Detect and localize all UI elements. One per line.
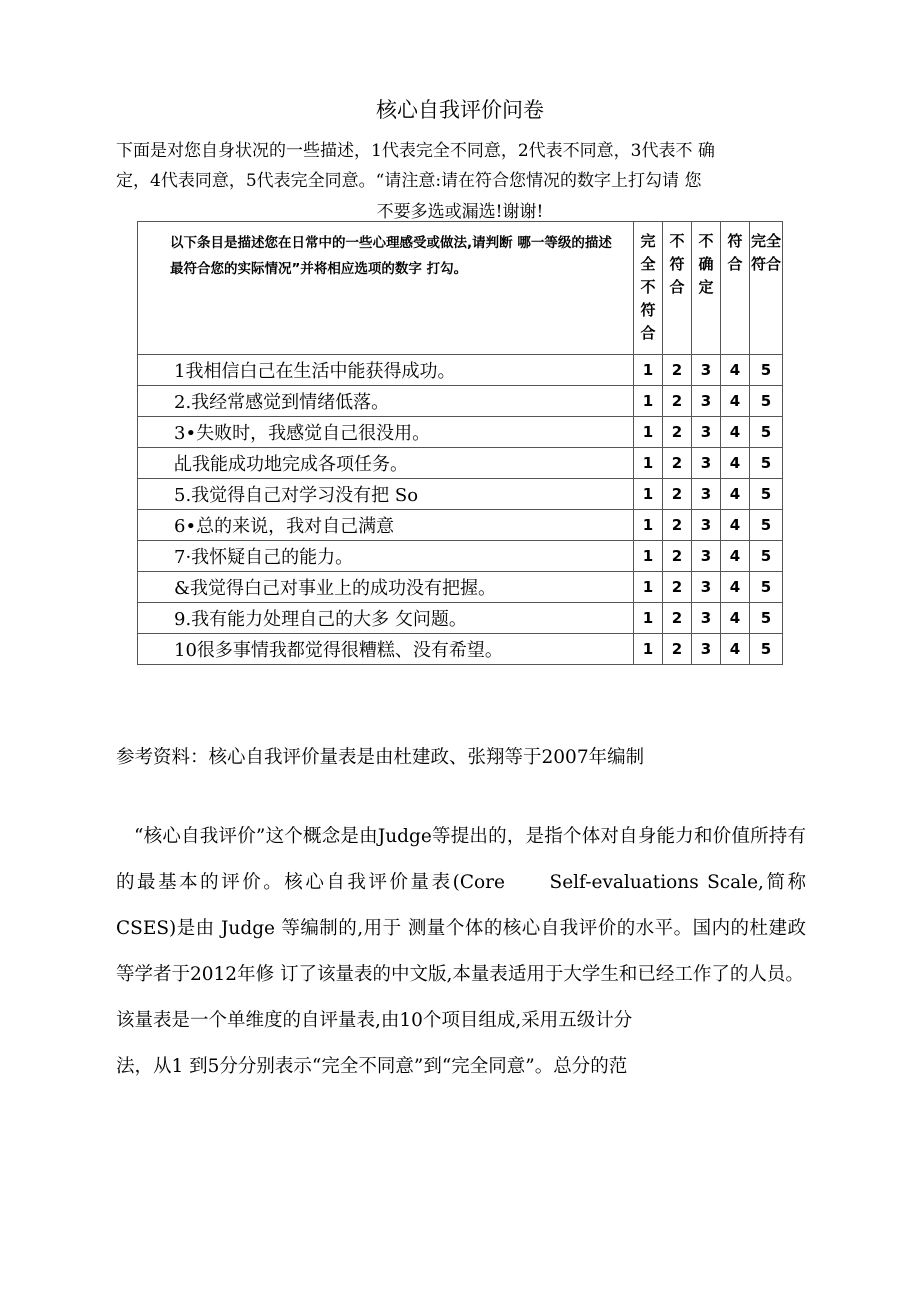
rating-option-4[interactable]: 4 bbox=[721, 355, 750, 386]
rating-option-4[interactable]: 4 bbox=[721, 603, 750, 634]
rating-option-3[interactable]: 3 bbox=[692, 448, 721, 479]
description-text bbox=[116, 814, 806, 1090]
table-row bbox=[138, 634, 783, 665]
table-row bbox=[138, 355, 783, 386]
rating-option-4[interactable]: 4 bbox=[721, 510, 750, 541]
rating-option-5[interactable]: 5 bbox=[750, 541, 783, 572]
table-row bbox=[138, 479, 783, 510]
rating-option-1[interactable]: 1 bbox=[634, 541, 663, 572]
rating-option-5[interactable]: 5 bbox=[750, 448, 783, 479]
rating-option-3[interactable]: 3 bbox=[692, 479, 721, 510]
rating-option-4[interactable]: 4 bbox=[721, 541, 750, 572]
table-row bbox=[138, 386, 783, 417]
description-paragraph-1: “核心自我评价”这个概念是由Judge等提出的，是指个体对自身能力和价值所持有的最基本的评价。核心自我评价量表(Core Self-evaluations Scale,简称 CSES)是由 Judge 等编制的,用于 测量个体的核心自我评价的水平。国内的杜建政等学者于2012年修 订了该量表的中文版,本量表适用于大学生和已经工作了的人员。 bbox=[116, 826, 806, 985]
rating-option-3[interactable]: 3 bbox=[692, 572, 721, 603]
intro-line-2: 定，4代表同意，5代表完全同意。“请注意:请在符合您情况的数字上打勾请 您 bbox=[116, 171, 702, 191]
table-row bbox=[138, 541, 783, 572]
table-row bbox=[138, 572, 783, 603]
rating-option-5[interactable]: 5 bbox=[750, 417, 783, 448]
intro-line-1: 下面是对您自身状况的一些描述，1代表完全不同意，2代表不同意，3代表不 确 bbox=[116, 141, 715, 161]
rating-option-2[interactable]: 2 bbox=[663, 355, 692, 386]
table-header-row bbox=[138, 222, 783, 355]
rating-option-2[interactable]: 2 bbox=[663, 479, 692, 510]
rating-option-3[interactable]: 3 bbox=[692, 386, 721, 417]
rating-option-1[interactable]: 1 bbox=[634, 572, 663, 603]
rating-option-2[interactable]: 2 bbox=[663, 386, 692, 417]
item-label: 乩我能成功地完成各项任务。 bbox=[138, 448, 634, 479]
item-label: &我觉得白己对事业上的成功没有把握。 bbox=[138, 572, 634, 603]
page-title: 核心自我评价问卷 bbox=[376, 98, 544, 122]
rating-option-2[interactable]: 2 bbox=[663, 634, 692, 665]
rating-option-4[interactable]: 4 bbox=[721, 417, 750, 448]
table-row bbox=[138, 603, 783, 634]
rating-option-1[interactable]: 1 bbox=[634, 479, 663, 510]
description-paragraph-3: 法，从1 到5分分别表示“完全不同意”到“完全同意”。总分的范 bbox=[116, 1056, 628, 1077]
reference-note: 参考资料：核心自我评价量表是由杜建政、张翔等于2007年编制 bbox=[116, 747, 645, 768]
rating-option-5[interactable]: 5 bbox=[750, 634, 783, 665]
survey-table bbox=[137, 221, 783, 665]
rating-option-2[interactable]: 2 bbox=[663, 541, 692, 572]
intro-line-3: 不要多选或漏选!谢谢! bbox=[376, 202, 544, 222]
item-label: 5.我觉得自己对学习没有把 So bbox=[138, 479, 634, 510]
rating-option-3[interactable]: 3 bbox=[692, 541, 721, 572]
rating-option-5[interactable]: 5 bbox=[750, 479, 783, 510]
option-header-4: 符合 bbox=[721, 222, 750, 355]
rating-option-4[interactable]: 4 bbox=[721, 448, 750, 479]
rating-option-4[interactable]: 4 bbox=[721, 479, 750, 510]
table-row bbox=[138, 448, 783, 479]
intro-paragraph bbox=[116, 136, 804, 196]
rating-option-5[interactable]: 5 bbox=[750, 603, 783, 634]
rating-option-1[interactable]: 1 bbox=[634, 634, 663, 665]
item-label: 6•总的来说，我对自己满意 bbox=[138, 510, 634, 541]
rating-option-2[interactable]: 2 bbox=[663, 417, 692, 448]
item-label: 9.我有能力处理自己的大多 攵问题。 bbox=[138, 603, 634, 634]
option-header-1: 完全不符合 bbox=[634, 222, 663, 355]
rating-option-2[interactable]: 2 bbox=[663, 448, 692, 479]
description-paragraph-2: 该量表是一个单维度的自评量表,由10个项目组成,采用五级计分 bbox=[116, 1010, 633, 1031]
rating-option-1[interactable]: 1 bbox=[634, 417, 663, 448]
rating-option-1[interactable]: 1 bbox=[634, 355, 663, 386]
rating-option-3[interactable]: 3 bbox=[692, 417, 721, 448]
rating-option-1[interactable]: 1 bbox=[634, 448, 663, 479]
item-label: 7·我怀疑自己的能力。 bbox=[138, 541, 634, 572]
rating-option-1[interactable]: 1 bbox=[634, 510, 663, 541]
rating-option-3[interactable]: 3 bbox=[692, 510, 721, 541]
rating-option-4[interactable]: 4 bbox=[721, 634, 750, 665]
option-header-5: 完全符合 bbox=[750, 222, 783, 355]
item-label: 1我相信白己在生活中能获得成功。 bbox=[138, 355, 634, 386]
table-header-description: 以下条目是描述您在日常中的一些心理感受或做法,请判断 哪一等级的描述最符合您的实际情况”并将相应选项的数字 打勾。 bbox=[138, 222, 634, 355]
rating-option-1[interactable]: 1 bbox=[634, 386, 663, 417]
option-header-3: 不确定 bbox=[692, 222, 721, 355]
item-label: 2.我经常感觉到情绪低落。 bbox=[138, 386, 634, 417]
rating-option-2[interactable]: 2 bbox=[663, 510, 692, 541]
rating-option-5[interactable]: 5 bbox=[750, 572, 783, 603]
rating-option-2[interactable]: 2 bbox=[663, 572, 692, 603]
table-row bbox=[138, 510, 783, 541]
option-header-2: 不符合 bbox=[663, 222, 692, 355]
rating-option-4[interactable]: 4 bbox=[721, 572, 750, 603]
table-row bbox=[138, 417, 783, 448]
item-label: 10很多事情我都觉得很糟糕、没有希望。 bbox=[138, 634, 634, 665]
item-label: 3•失败时，我感觉自己很没用。 bbox=[138, 417, 634, 448]
rating-option-1[interactable]: 1 bbox=[634, 603, 663, 634]
rating-option-3[interactable]: 3 bbox=[692, 355, 721, 386]
rating-option-5[interactable]: 5 bbox=[750, 386, 783, 417]
rating-option-3[interactable]: 3 bbox=[692, 634, 721, 665]
rating-option-4[interactable]: 4 bbox=[721, 386, 750, 417]
rating-option-2[interactable]: 2 bbox=[663, 603, 692, 634]
rating-option-5[interactable]: 5 bbox=[750, 355, 783, 386]
rating-option-3[interactable]: 3 bbox=[692, 603, 721, 634]
rating-option-5[interactable]: 5 bbox=[750, 510, 783, 541]
